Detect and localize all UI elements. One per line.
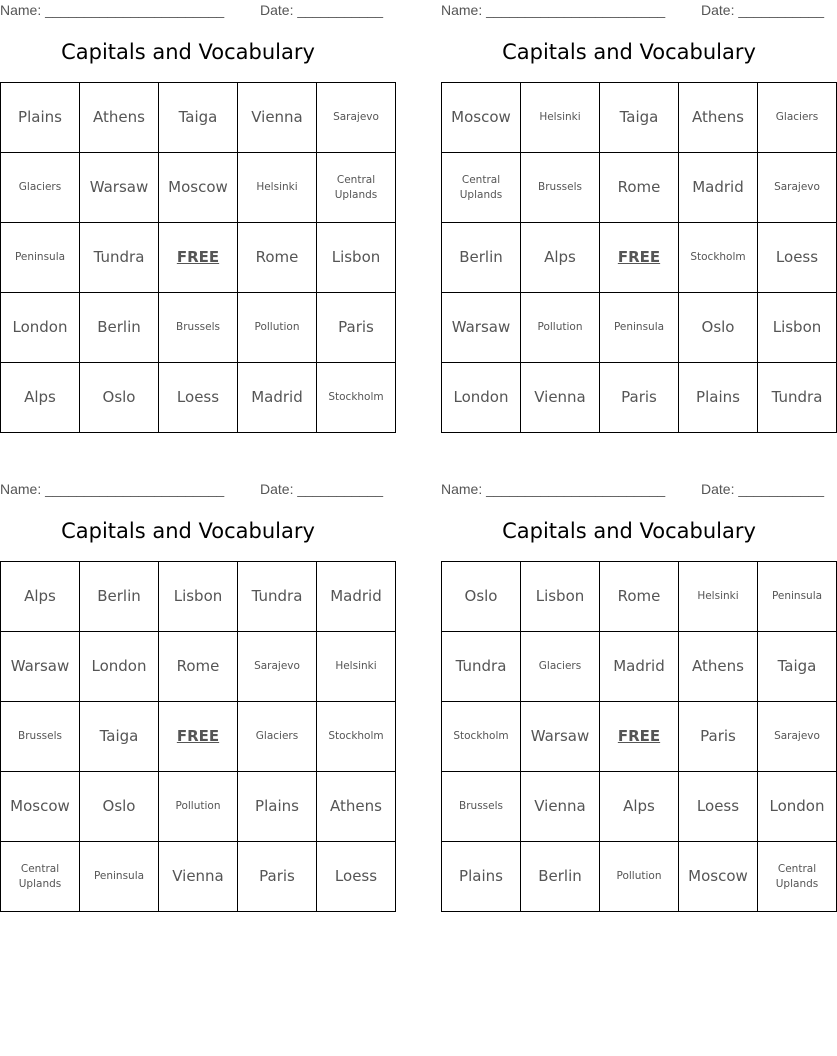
bingo-cell: Helsinki (521, 83, 600, 153)
bingo-grid (0, 82, 396, 433)
free-space-cell: FREE (600, 702, 679, 772)
bingo-cell: Helsinki (317, 632, 396, 702)
bingo-cell: London (1, 293, 80, 363)
free-space-cell: FREE (600, 223, 679, 293)
bingo-cell: Paris (317, 293, 396, 363)
name-field-label: Name: _______________________ (0, 481, 225, 497)
bingo-cell: Glaciers (1, 153, 80, 223)
bingo-cell: Berlin (80, 562, 159, 632)
bingo-cell: Loess (758, 223, 837, 293)
bingo-cell: London (758, 772, 837, 842)
bingo-cell: Madrid (317, 562, 396, 632)
bingo-cell: Tundra (442, 632, 521, 702)
name-field-label: Name: _______________________ (0, 2, 225, 18)
bingo-cell: Pollution (159, 772, 238, 842)
bingo-cell: Loess (679, 772, 758, 842)
bingo-cell: London (442, 363, 521, 433)
bingo-cell: Taiga (80, 702, 159, 772)
bingo-cell: Plains (1, 83, 80, 153)
date-field-label: Date: ___________ (260, 2, 383, 18)
bingo-cell: Moscow (442, 83, 521, 153)
bingo-cell: Brussels (442, 772, 521, 842)
bingo-cell: Alps (600, 772, 679, 842)
date-field-label: Date: ___________ (260, 481, 383, 497)
bingo-cell: Rome (159, 632, 238, 702)
bingo-cell: Lisbon (317, 223, 396, 293)
bingo-cell: Loess (317, 842, 396, 912)
bingo-cell: Pollution (238, 293, 317, 363)
card-title: Capitals and Vocabulary (502, 40, 756, 64)
bingo-cell: Oslo (80, 363, 159, 433)
bingo-cell: Sarajevo (758, 153, 837, 223)
bingo-cell: Central Uplands (758, 842, 837, 912)
bingo-card-3 (0, 479, 384, 890)
bingo-cell: Athens (679, 83, 758, 153)
bingo-cell: Taiga (600, 83, 679, 153)
bingo-cell: London (80, 632, 159, 702)
bingo-cell: Brussels (159, 293, 238, 363)
bingo-cell: Peninsula (758, 562, 837, 632)
bingo-cell: Pollution (600, 842, 679, 912)
bingo-cell: Madrid (679, 153, 758, 223)
bingo-cell: Brussels (521, 153, 600, 223)
bingo-cell: Paris (238, 842, 317, 912)
card-title: Capitals and Vocabulary (61, 40, 315, 64)
bingo-cell: Vienna (521, 363, 600, 433)
bingo-cell: Central Uplands (317, 153, 396, 223)
bingo-grid (0, 561, 396, 912)
bingo-cell: Lisbon (521, 562, 600, 632)
bingo-cell: Taiga (758, 632, 837, 702)
bingo-cell: Taiga (159, 83, 238, 153)
bingo-cell: Alps (1, 363, 80, 433)
bingo-cell: Sarajevo (758, 702, 837, 772)
bingo-cell: Plains (442, 842, 521, 912)
bingo-cell: Stockholm (679, 223, 758, 293)
bingo-cell: Peninsula (1, 223, 80, 293)
free-space-cell: FREE (159, 223, 238, 293)
bingo-cell: Athens (317, 772, 396, 842)
bingo-cell: Madrid (600, 632, 679, 702)
bingo-cell: Glaciers (758, 83, 837, 153)
bingo-cell: Athens (679, 632, 758, 702)
bingo-cell: Loess (159, 363, 238, 433)
bingo-cell: Warsaw (1, 632, 80, 702)
bingo-cell: Berlin (442, 223, 521, 293)
bingo-cell: Berlin (80, 293, 159, 363)
bingo-cell: Peninsula (600, 293, 679, 363)
bingo-grid (441, 561, 837, 912)
bingo-cell: Alps (1, 562, 80, 632)
bingo-cell: Warsaw (442, 293, 521, 363)
bingo-cell: Paris (600, 363, 679, 433)
bingo-cell: Oslo (442, 562, 521, 632)
bingo-cell: Stockholm (442, 702, 521, 772)
date-field-label: Date: ___________ (701, 481, 824, 497)
bingo-cell: Plains (238, 772, 317, 842)
bingo-cell: Paris (679, 702, 758, 772)
bingo-cell: Pollution (521, 293, 600, 363)
card-title: Capitals and Vocabulary (61, 519, 315, 543)
bingo-cell: Madrid (238, 363, 317, 433)
bingo-cell: Glaciers (238, 702, 317, 772)
bingo-cell: Berlin (521, 842, 600, 912)
bingo-cell: Tundra (238, 562, 317, 632)
bingo-cell: Lisbon (758, 293, 837, 363)
bingo-cell: Central Uplands (1, 842, 80, 912)
bingo-cell: Helsinki (238, 153, 317, 223)
card-title: Capitals and Vocabulary (502, 519, 756, 543)
bingo-cell: Central Uplands (442, 153, 521, 223)
name-field-label: Name: _______________________ (441, 2, 666, 18)
bingo-cell: Warsaw (521, 702, 600, 772)
bingo-cell: Sarajevo (238, 632, 317, 702)
name-field-label: Name: _______________________ (441, 481, 666, 497)
date-field-label: Date: ___________ (701, 2, 824, 18)
bingo-cell: Peninsula (80, 842, 159, 912)
bingo-cell: Sarajevo (317, 83, 396, 153)
bingo-cell: Brussels (1, 702, 80, 772)
bingo-cell: Plains (679, 363, 758, 433)
bingo-cell: Moscow (1, 772, 80, 842)
bingo-cell: Warsaw (80, 153, 159, 223)
bingo-grid (441, 82, 837, 433)
bingo-card-1 (0, 0, 384, 407)
bingo-cell: Moscow (679, 842, 758, 912)
bingo-cell: Vienna (159, 842, 238, 912)
bingo-cell: Moscow (159, 153, 238, 223)
bingo-cell: Athens (80, 83, 159, 153)
bingo-cell: Rome (600, 562, 679, 632)
bingo-cell: Alps (521, 223, 600, 293)
bingo-cell: Lisbon (159, 562, 238, 632)
bingo-cell: Glaciers (521, 632, 600, 702)
bingo-cell: Vienna (521, 772, 600, 842)
bingo-cell: Helsinki (679, 562, 758, 632)
bingo-cell: Oslo (679, 293, 758, 363)
bingo-cell: Rome (600, 153, 679, 223)
bingo-cell: Tundra (758, 363, 837, 433)
bingo-cell: Vienna (238, 83, 317, 153)
bingo-cell: Rome (238, 223, 317, 293)
free-space-cell: FREE (159, 702, 238, 772)
bingo-card-2 (441, 0, 824, 407)
bingo-card-4 (441, 479, 825, 890)
bingo-cell: Tundra (80, 223, 159, 293)
bingo-cell: Stockholm (317, 363, 396, 433)
bingo-cell: Stockholm (317, 702, 396, 772)
bingo-cell: Oslo (80, 772, 159, 842)
